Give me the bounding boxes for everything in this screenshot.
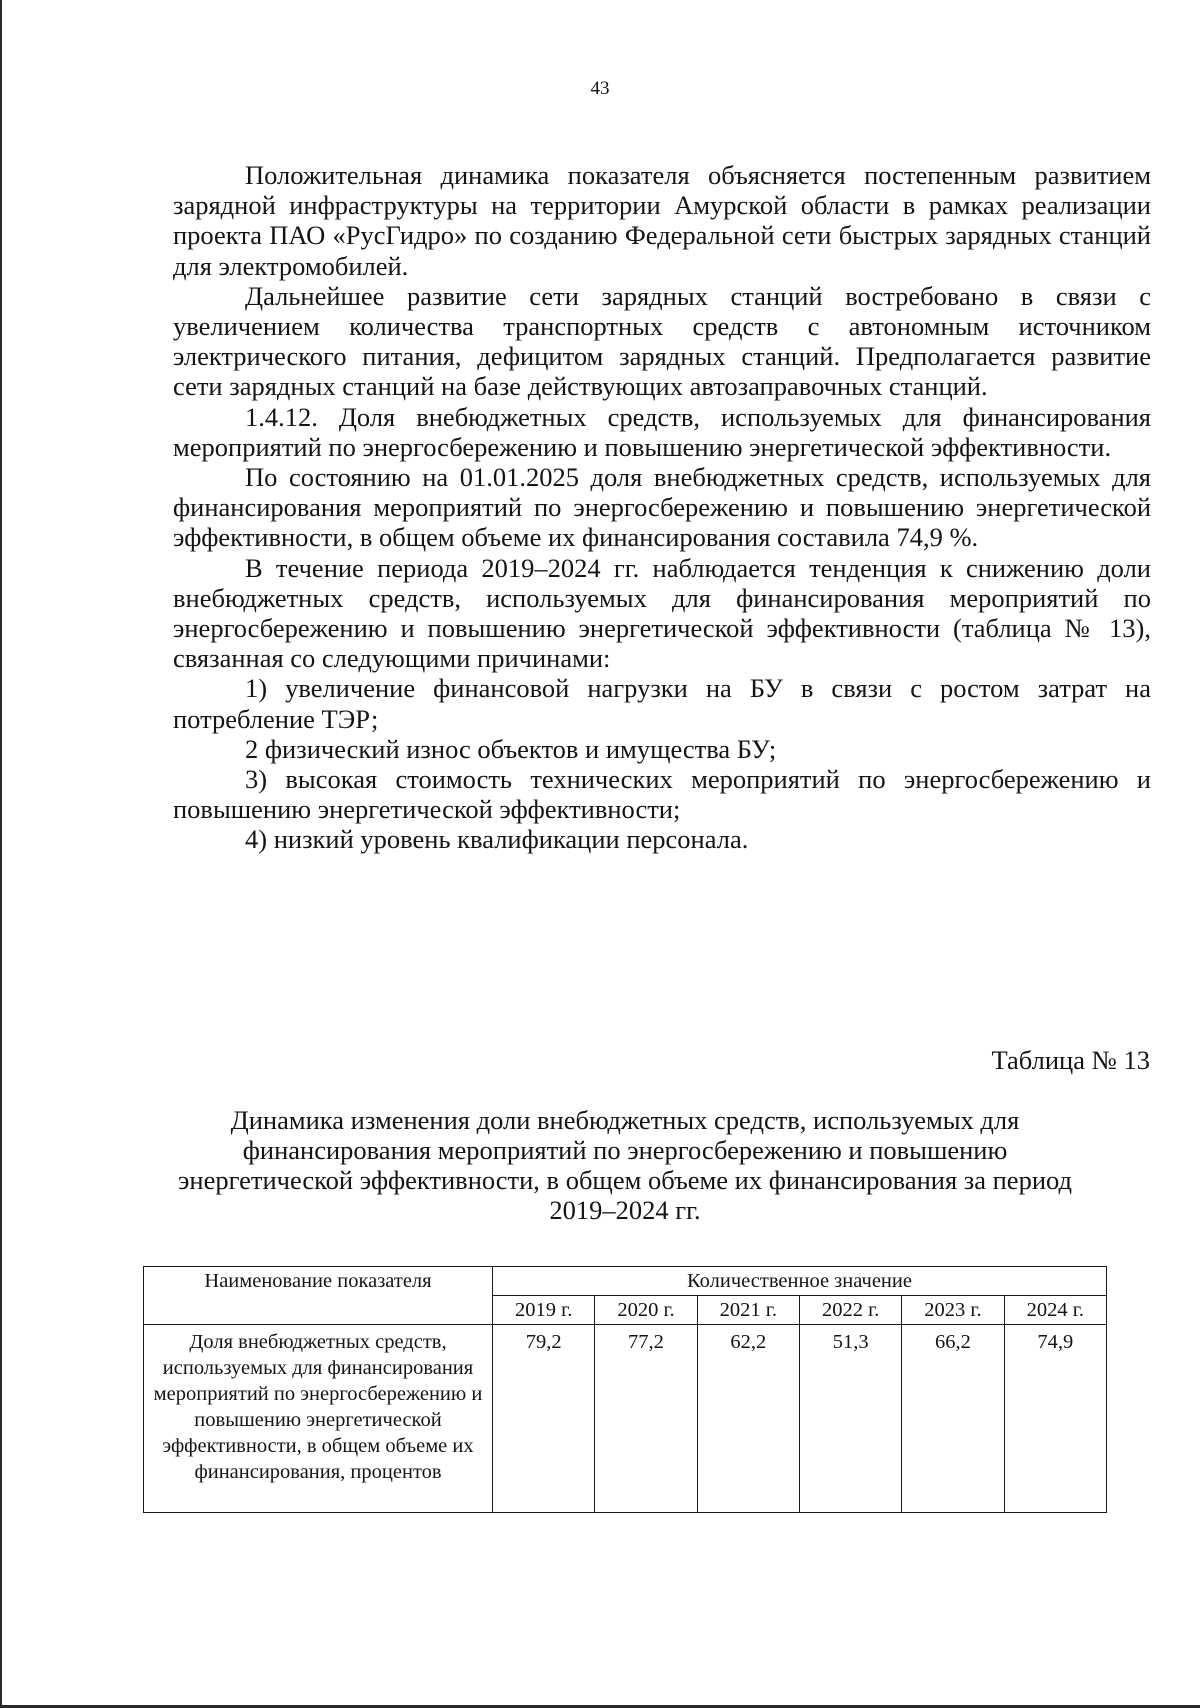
year-header: 2023 г. — [902, 1296, 1004, 1325]
paragraph-charging-dynamics: Положительная динамика показателя объясняется постепенным развитием зарядной инфраструктуры на территории Амурской области в рамках реализации проекта ПАО «РусГидро» по созданию Федеральной сети быстрых зарядных станций для электромобилей. — [173, 160, 1151, 281]
reason-item-2: 2 физический износ объектов и имущества БУ; — [245, 733, 777, 764]
value-cell: 62,2 — [697, 1325, 799, 1513]
table-title: Динамика изменения доли внебюджетных средств, используемых для финансирования мероприятий по энергосбережению и повышению энергетической эффективности, в общем объеме их финансирования за период 2019–2024 гг. — [178, 1105, 1072, 1225]
page-number: 43 — [590, 78, 610, 99]
scan-edge-left — [0, 0, 2, 1708]
reason-item-4: 4) низкий уровень квалификации персонала. — [245, 824, 749, 855]
table-row — [144, 1325, 1107, 1513]
year-header: 2021 г. — [697, 1296, 799, 1325]
year-header: 2024 г. — [1004, 1296, 1106, 1325]
table-caption: Таблица № 13 — [991, 1045, 1150, 1075]
data-table — [143, 1266, 1107, 1513]
value-cell: 51,3 — [799, 1325, 901, 1513]
value-cell: 79,2 — [493, 1325, 595, 1513]
paragraph-network-development: Дальнейшее развитие сети зарядных станций востребовано в связи с увеличением количества транспортных средств с автономным источником электрического питания, дефицитом зарядных станций. Предполагается развитие сети зарядных станций на базе действующих автозаправочных станций. — [173, 280, 1151, 402]
value-cell: 77,2 — [595, 1325, 697, 1513]
body-text — [173, 160, 1151, 855]
group-header: Количественное значение — [493, 1267, 1107, 1296]
year-header: 2022 г. — [799, 1296, 901, 1325]
value-cell: 66,2 — [902, 1325, 1004, 1513]
paragraph-trend: В течение периода 2019–2024 гг. наблюдается тенденция к снижению доли внебюджетных средств, используемых для финансирования мероприятий по энергосбережению и повышению энергетической эффективности (таблица № 13), связанная со следующими причинами: — [173, 552, 1151, 674]
indicator-name-cell: Доля внебюджетных средств, используемых для финансирования мероприятий по энергосбережению и повышению энергетической эффективности, в общем объеме их финансирования, процентов — [144, 1325, 493, 1513]
reason-item-3: 3) высокая стоимость технических мероприятий по энергосбережению и повышению энергетической эффективности; — [173, 764, 1151, 825]
reason-item-1: 1) увеличение финансовой нагрузки на БУ в связи с ростом затрат на потребление ТЭР; — [173, 673, 1151, 734]
year-header: 2019 г. — [493, 1296, 595, 1325]
paragraph-current-share: По состоянию на 01.01.2025 доля внебюджетных средств, используемых для финансирования мероприятий по энергосбережению и повышению энергетической эффективности, в общем объеме их финансирования составила 74,9 %. — [173, 462, 1151, 553]
paragraph-section-heading: 1.4.12. Доля внебюджетных средств, используемых для финансирования мероприятий по энергосбережению и повышению энергетической эффективности. — [173, 401, 1151, 462]
table-header-row — [144, 1267, 1107, 1296]
name-header: Наименование показателя — [144, 1267, 493, 1325]
value-cell: 74,9 — [1004, 1325, 1106, 1513]
year-header: 2020 г. — [595, 1296, 697, 1325]
